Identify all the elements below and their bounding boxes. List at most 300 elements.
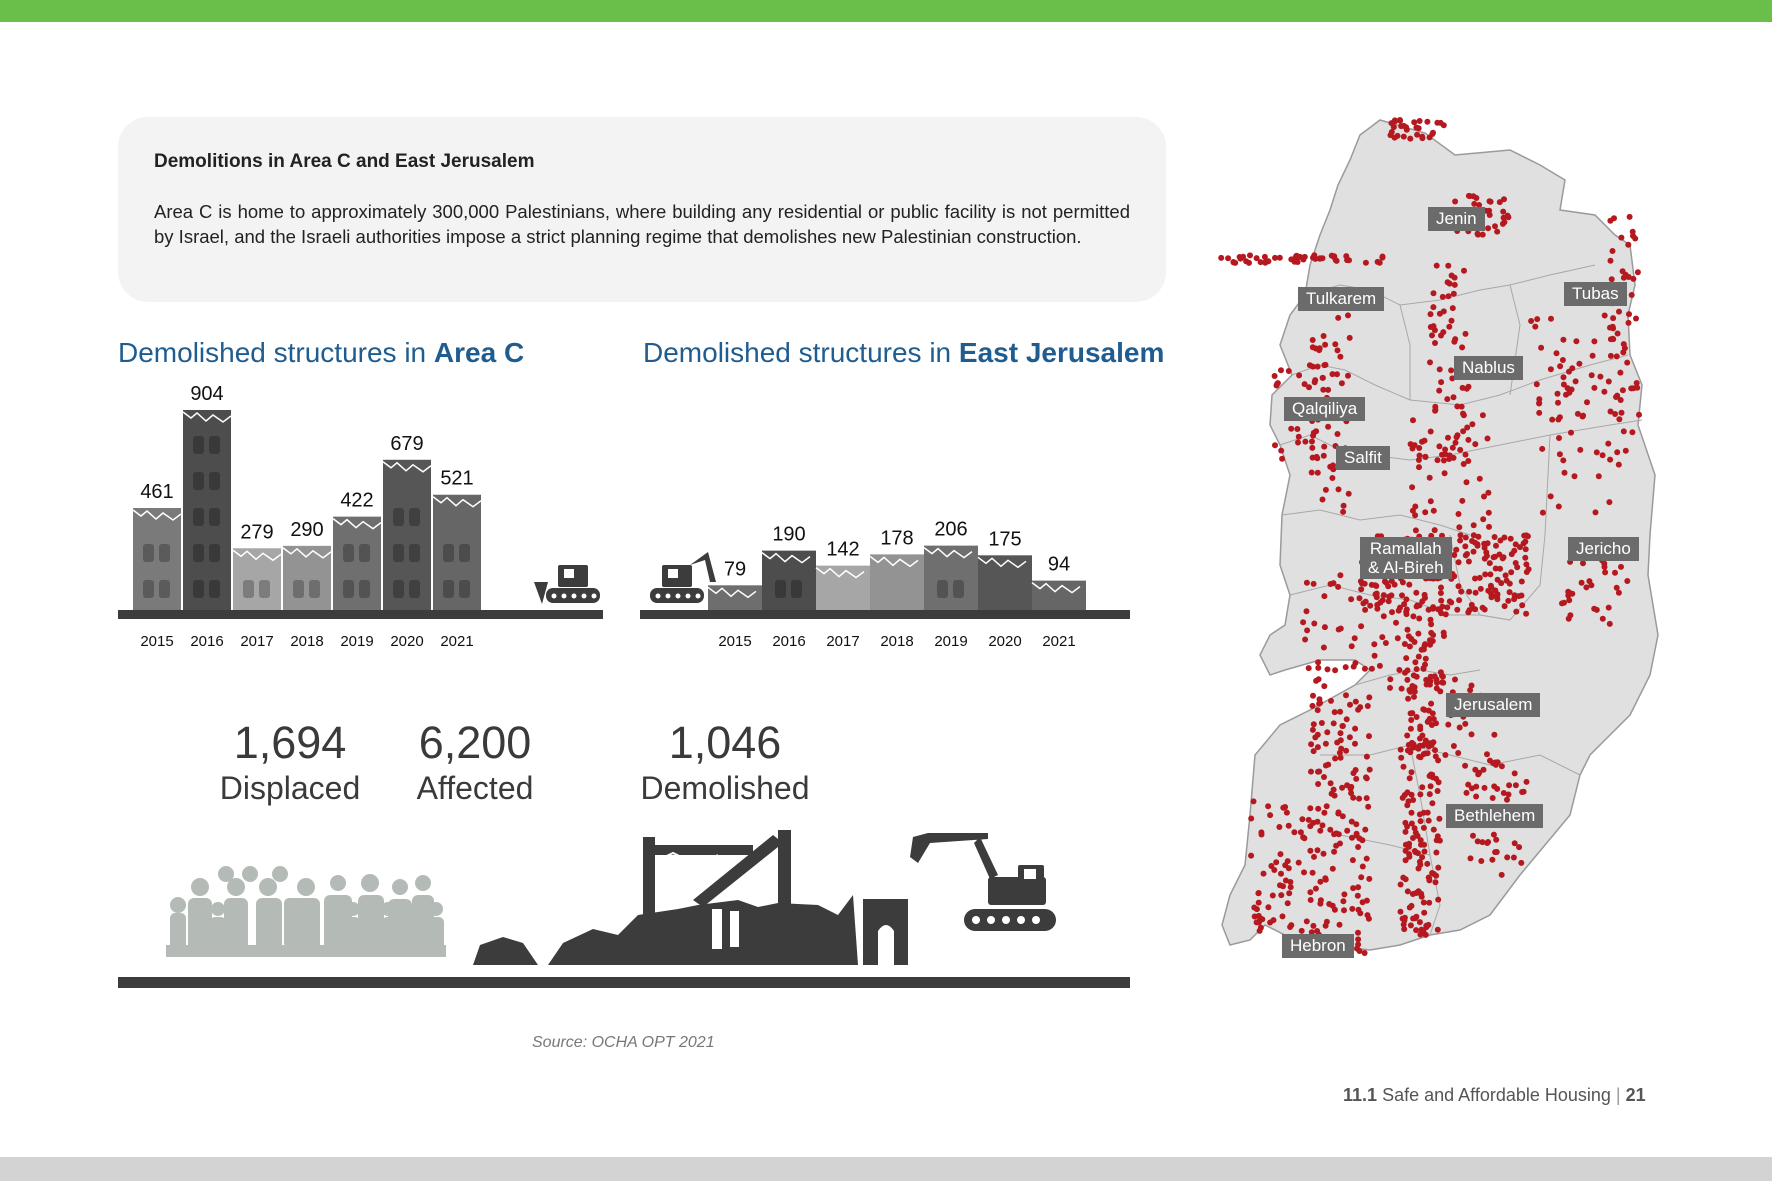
demolition-dot: [1504, 854, 1510, 860]
demolition-dot: [1414, 674, 1420, 680]
demolition-dot: [1349, 906, 1355, 912]
demolition-dot: [1422, 662, 1428, 668]
bar: [183, 410, 231, 610]
bar-window: [143, 580, 154, 598]
demolition-dot: [1405, 627, 1411, 633]
bar: [383, 460, 431, 610]
demolition-dot: [1436, 816, 1442, 822]
x-tick-label: 2015: [718, 633, 752, 650]
bar: [924, 546, 978, 610]
demolition-dot: [1439, 604, 1445, 610]
demolition-dot: [1280, 805, 1286, 811]
demolition-dot: [1431, 290, 1437, 296]
demolition-dot: [1536, 410, 1542, 416]
demolition-dot: [1508, 569, 1514, 575]
demolition-dot: [1506, 792, 1512, 798]
demolition-dot: [1624, 360, 1630, 366]
demolition-dot: [1331, 849, 1337, 855]
demolition-dot: [1433, 753, 1439, 759]
demolition-dot: [1408, 710, 1414, 716]
demolition-dot: [1443, 611, 1449, 617]
demolition-dot: [1621, 341, 1627, 347]
demolition-dot: [1444, 396, 1450, 402]
demolition-dot: [1317, 696, 1323, 702]
bar-window: [209, 436, 220, 454]
demolition-dot: [1505, 598, 1511, 604]
demolition-dot: [1296, 434, 1302, 440]
demolition-illustration: [118, 825, 1130, 995]
demolition-dot: [1573, 338, 1579, 344]
demolition-dot: [1295, 440, 1301, 446]
demolition-dot: [1365, 703, 1371, 709]
demolition-dot: [1474, 541, 1480, 547]
info-text: Area C is home to approximately 300,000 Palestinians, where building any residential or public facility is not permitted by Israel, and the Israeli authorities impose a strict planning regime that demolishes new Palestinian construction.: [154, 201, 1130, 247]
demolition-dot: [1296, 860, 1302, 866]
demolition-dot: [1405, 888, 1411, 894]
demolition-dot: [1366, 694, 1372, 700]
demolition-dot: [1431, 508, 1437, 514]
demolition-dot: [1466, 589, 1472, 595]
demolition-dot: [1449, 318, 1455, 324]
demolition-dot: [1442, 447, 1448, 453]
demolition-dot: [1485, 540, 1491, 546]
demolition-dot: [1497, 566, 1503, 572]
demolition-dot: [1317, 256, 1323, 262]
demolition-dot: [1473, 784, 1479, 790]
demolition-dot: [1610, 336, 1616, 342]
demolition-dot: [1555, 400, 1561, 406]
demolition-dot: [1286, 823, 1292, 829]
demolition-dot: [1556, 435, 1562, 441]
bar-window: [193, 508, 204, 526]
demolition-dot: [1528, 318, 1534, 324]
demolition-dot: [1353, 699, 1359, 705]
demolition-dot: [1536, 400, 1542, 406]
demolition-dot: [1435, 833, 1441, 839]
demolition-dot: [1485, 839, 1491, 845]
demolition-dot: [1612, 570, 1618, 576]
demolition-dot: [1232, 260, 1238, 266]
bar-value-label: 422: [340, 489, 374, 512]
demolition-dot: [1307, 823, 1313, 829]
demolition-dot: [1310, 703, 1316, 709]
demolition-dot: [1299, 816, 1305, 822]
demolition-dot: [1279, 456, 1285, 462]
demolition-dot: [1362, 950, 1368, 956]
demolition-dot: [1628, 385, 1634, 391]
demolition-dot: [1356, 796, 1362, 802]
bar-2016: [762, 551, 816, 610]
demolition-dot: [1560, 337, 1566, 343]
demolition-dot: [1450, 305, 1456, 311]
bar: [333, 517, 381, 610]
demolition-dot: [1343, 664, 1349, 670]
bar-window: [243, 580, 254, 598]
demolition-dot: [1252, 914, 1258, 920]
demolition-dot: [1310, 727, 1316, 733]
demolition-dot: [1309, 445, 1315, 451]
demolition-dot: [1308, 897, 1314, 903]
demolition-dot: [1415, 850, 1421, 856]
demolition-dot: [1473, 590, 1479, 596]
demolition-dot: [1436, 388, 1442, 394]
demolition-dot: [1465, 458, 1471, 464]
demolition-dot: [1590, 353, 1596, 359]
demolition-dot: [1559, 600, 1565, 606]
demolition-dot: [1499, 872, 1505, 878]
demolition-dot: [1340, 898, 1346, 904]
demolition-dot: [1389, 609, 1395, 615]
demolition-dot: [1428, 617, 1434, 623]
people-silhouettes-icon: [166, 866, 446, 957]
demolition-dot: [1534, 316, 1540, 322]
demolition-dot: [1413, 590, 1419, 596]
demolition-dot: [1362, 666, 1368, 672]
demolition-dot: [1501, 196, 1507, 202]
demolition-dot: [1369, 582, 1375, 588]
chart-baseline: [118, 610, 603, 619]
demolition-dot: [1401, 922, 1407, 928]
demolition-dot: [1614, 585, 1620, 591]
demolition-dot: [1420, 706, 1426, 712]
demolition-dot: [1636, 412, 1642, 418]
demolition-dot: [1422, 438, 1428, 444]
demolition-dot: [1634, 385, 1640, 391]
demolition-dot: [1457, 538, 1463, 544]
demolition-dot: [1610, 324, 1616, 330]
demolition-dot: [1323, 487, 1329, 493]
demolition-dot: [1478, 858, 1484, 864]
demolition-dot: [1452, 199, 1458, 205]
bar-2018: [283, 546, 331, 610]
demolition-dot: [1456, 583, 1462, 589]
demolition-dot: [1540, 510, 1546, 516]
demolition-dot: [1344, 716, 1350, 722]
bar-window: [193, 472, 204, 490]
demolition-dot: [1430, 632, 1436, 638]
demolition-dot: [1492, 554, 1498, 560]
demolition-dot: [1495, 577, 1501, 583]
demolition-dot: [1616, 309, 1622, 315]
demolition-dot: [1433, 776, 1439, 782]
demolition-dot: [1507, 581, 1513, 587]
demolition-dot: [1632, 236, 1638, 242]
demolition-dot: [1398, 882, 1404, 888]
demolition-dot: [1471, 522, 1477, 528]
x-tick-label: 2018: [880, 633, 914, 650]
demolition-dot: [1358, 586, 1364, 592]
demolition-dot: [1265, 803, 1271, 809]
bar: [133, 508, 181, 610]
demolition-dot: [1403, 596, 1409, 602]
demolition-dot: [1300, 619, 1306, 625]
demolition-dot: [1532, 324, 1538, 330]
demolition-dot: [1472, 606, 1478, 612]
demolition-dot: [1466, 384, 1472, 390]
bar-window: [343, 580, 354, 598]
x-tick-label: 2016: [190, 633, 224, 650]
demolition-dot: [1431, 827, 1437, 833]
demolition-dot: [1362, 827, 1368, 833]
stat-label: Displaced: [219, 770, 361, 806]
x-tick-label: 2019: [340, 633, 374, 650]
demolition-dot: [1278, 448, 1284, 454]
demolition-dot: [1465, 437, 1471, 443]
demolition-dot: [1321, 333, 1327, 339]
stat-number: 6,200: [418, 717, 532, 768]
demolition-dot: [1421, 825, 1427, 831]
demolition-dot: [1472, 576, 1478, 582]
info-box: [118, 117, 1166, 302]
demolition-dot: [1602, 313, 1608, 319]
demolition-dot: [1310, 364, 1316, 370]
bar-window: [393, 544, 404, 562]
demolition-dot: [1424, 682, 1430, 688]
chart-title-prefix: Demolished structures in: [118, 337, 434, 368]
demolition-dot: [1377, 663, 1383, 669]
demolition-dot: [1435, 897, 1441, 903]
x-tick-label: 2017: [826, 633, 860, 650]
demolition-dot: [1325, 666, 1331, 672]
demolition-dot: [1432, 404, 1438, 410]
demolition-dot: [1415, 631, 1421, 637]
demolition-dot: [1629, 292, 1635, 298]
demolition-dot: [1427, 791, 1433, 797]
demolition-dot: [1343, 692, 1349, 698]
demolition-dot: [1358, 623, 1364, 629]
demolition-dot: [1347, 734, 1353, 740]
demolition-dot: [1364, 754, 1370, 760]
demolition-dot: [1302, 439, 1308, 445]
demolition-dot: [1435, 865, 1441, 871]
demolition-dot: [1584, 399, 1590, 405]
demolition-dot: [1353, 776, 1359, 782]
demolition-dot: [1432, 527, 1438, 533]
demolition-dot: [1345, 312, 1351, 318]
bar-window: [143, 544, 154, 562]
demolition-dot: [1288, 884, 1294, 890]
demolition-dot: [1511, 855, 1517, 861]
chart-title-bold: Area C: [433, 337, 525, 368]
demolition-dot: [1310, 693, 1316, 699]
demolition-dot: [1332, 709, 1338, 715]
demolition-dot: [1351, 770, 1357, 776]
demolition-dot: [1493, 543, 1499, 549]
demolition-dot: [1560, 457, 1566, 463]
demolition-dot: [1466, 559, 1472, 565]
demolition-dot: [1501, 535, 1507, 541]
demolition-dot: [1287, 879, 1293, 885]
demolition-dot: [1319, 720, 1325, 726]
demolition-dot: [1422, 641, 1428, 647]
demolition-dot: [1359, 580, 1365, 586]
demolition-dot: [1315, 847, 1321, 853]
demolition-dot: [1355, 930, 1361, 936]
demolition-dot: [1430, 304, 1436, 310]
demolition-dot: [1416, 654, 1422, 660]
demolition-dot: [1353, 821, 1359, 827]
demolition-dot: [1566, 616, 1572, 622]
demolition-dot: [1434, 120, 1440, 126]
demolition-dot: [1328, 698, 1334, 704]
demolition-dot: [1487, 571, 1493, 577]
demolition-dot: [1392, 118, 1398, 124]
demolition-dot: [1409, 769, 1415, 775]
stat-affected: [395, 718, 555, 808]
demolition-dot: [1340, 509, 1346, 515]
demolition-dot: [1621, 428, 1627, 434]
demolition-dot: [1315, 806, 1321, 812]
demolition-dot: [1344, 828, 1350, 834]
demolition-dot: [1501, 215, 1507, 221]
demolition-dot: [1579, 580, 1585, 586]
demolition-dot: [1328, 780, 1334, 786]
demolition-dot: [1344, 782, 1350, 788]
demolition-dot: [1623, 448, 1629, 454]
demolition-dot: [1337, 709, 1343, 715]
map-label-salfit: Salfit: [1336, 446, 1390, 470]
demolition-dot: [1610, 315, 1616, 321]
demolition-dot: [1327, 827, 1333, 833]
x-tick-label: 2020: [390, 633, 424, 650]
demolition-dot: [1410, 613, 1416, 619]
demolition-dot: [1490, 795, 1496, 801]
demolition-dot: [1597, 374, 1603, 380]
bar-window: [209, 472, 220, 490]
stat-number: 1,046: [668, 717, 782, 768]
demolition-dot: [1600, 616, 1606, 622]
demolition-dot: [1512, 840, 1518, 846]
demolition-dot: [1335, 315, 1341, 321]
demolition-dot: [1410, 916, 1416, 922]
demolition-dot: [1335, 347, 1341, 353]
demolition-dot: [1485, 225, 1491, 231]
demolition-dot: [1463, 452, 1469, 458]
demolition-dot: [1379, 634, 1385, 640]
demolition-dot: [1323, 923, 1329, 929]
demolition-dot: [1306, 665, 1312, 671]
demolition-dot: [1434, 685, 1440, 691]
demolition-dot: [1405, 696, 1411, 702]
demolition-dot: [1347, 335, 1353, 341]
demolition-dot: [1513, 560, 1519, 566]
demolition-dot: [1407, 644, 1413, 650]
x-tick-label: 2018: [290, 633, 324, 650]
demolition-dot: [1401, 134, 1407, 140]
demolition-dot: [1462, 763, 1468, 769]
demolition-dot: [1627, 214, 1633, 220]
demolition-dot: [1413, 527, 1419, 533]
demolition-dot: [1309, 439, 1315, 445]
demolition-dot: [1428, 701, 1434, 707]
demolition-dot: [1456, 524, 1462, 530]
demolition-dot: [1404, 611, 1410, 617]
demolition-dot: [1626, 320, 1632, 326]
demolition-dot: [1487, 560, 1493, 566]
demolition-dot: [1618, 235, 1624, 241]
demolition-dot: [1364, 898, 1370, 904]
demolition-dot: [1460, 428, 1466, 434]
demolition-dot: [1312, 379, 1318, 385]
demolition-dot: [1258, 829, 1264, 835]
demolition-dot: [1635, 269, 1641, 275]
demolition-dot: [1255, 890, 1261, 896]
demolition-dot: [1489, 857, 1495, 863]
demolition-dot: [1453, 440, 1459, 446]
demolition-dot: [1321, 593, 1327, 599]
demolition-dot: [1427, 716, 1433, 722]
demolition-dot: [1432, 673, 1438, 679]
demolition-dot: [1278, 871, 1284, 877]
demolition-dot: [1357, 910, 1363, 916]
demolition-dot: [1501, 554, 1507, 560]
demolition-dot: [1372, 653, 1378, 659]
demolition-dot: [1488, 199, 1494, 205]
bar-value-label: 904: [190, 383, 224, 405]
demolition-dot: [1445, 722, 1451, 728]
demolition-dot: [1427, 637, 1433, 643]
demolition-dot: [1423, 656, 1429, 662]
demolition-dot: [1428, 311, 1434, 317]
x-tick-label: 2016: [772, 633, 806, 650]
demolition-dot: [1352, 660, 1358, 666]
demolition-dot: [1338, 746, 1344, 752]
demolition-dot: [1465, 782, 1471, 788]
demolition-dot: [1254, 255, 1260, 261]
demolition-dot: [1492, 534, 1498, 540]
demolition-dot: [1539, 446, 1545, 452]
demolition-dot: [1381, 613, 1387, 619]
demolition-dot: [1616, 416, 1622, 422]
demolition-dot: [1371, 641, 1377, 647]
demolition-dot: [1504, 797, 1510, 803]
demolition-dot: [1413, 890, 1419, 896]
map-label-bethlehem: Bethlehem: [1446, 804, 1543, 828]
demolition-dot: [1432, 340, 1438, 346]
demolition-dot: [1491, 732, 1497, 738]
bar-2019: [333, 517, 381, 610]
demolition-dot: [1374, 606, 1380, 612]
demolition-dot: [1383, 640, 1389, 646]
demolition-dot: [1459, 344, 1465, 350]
demolition-dot: [1331, 580, 1337, 586]
demolition-dot: [1580, 413, 1586, 419]
demolition-dot: [1482, 571, 1488, 577]
demolition-dot: [1629, 429, 1635, 435]
bar-window: [159, 580, 170, 598]
demolition-dot: [1311, 748, 1317, 754]
demolition-dot: [1492, 849, 1498, 855]
area-c-bar-chart: [118, 380, 618, 660]
demolition-dot: [1461, 412, 1467, 418]
demolition-dot: [1409, 484, 1415, 490]
demolition-dot: [1606, 499, 1612, 505]
stat-demolished: [630, 718, 820, 808]
map-label-nablus: Nablus: [1454, 356, 1523, 380]
demolition-dot: [1330, 371, 1336, 377]
demolition-dot: [1321, 683, 1327, 689]
demolition-dot: [1398, 123, 1404, 129]
demolition-dot: [1334, 258, 1340, 264]
demolition-dot: [1568, 430, 1574, 436]
demolition-dot: [1366, 733, 1372, 739]
demolition-dot: [1332, 793, 1338, 799]
demolition-dot: [1601, 561, 1607, 567]
demolition-dot: [1335, 584, 1341, 590]
demolition-dot: [1435, 457, 1441, 463]
demolition-dot: [1412, 684, 1418, 690]
bar-window: [259, 580, 270, 598]
